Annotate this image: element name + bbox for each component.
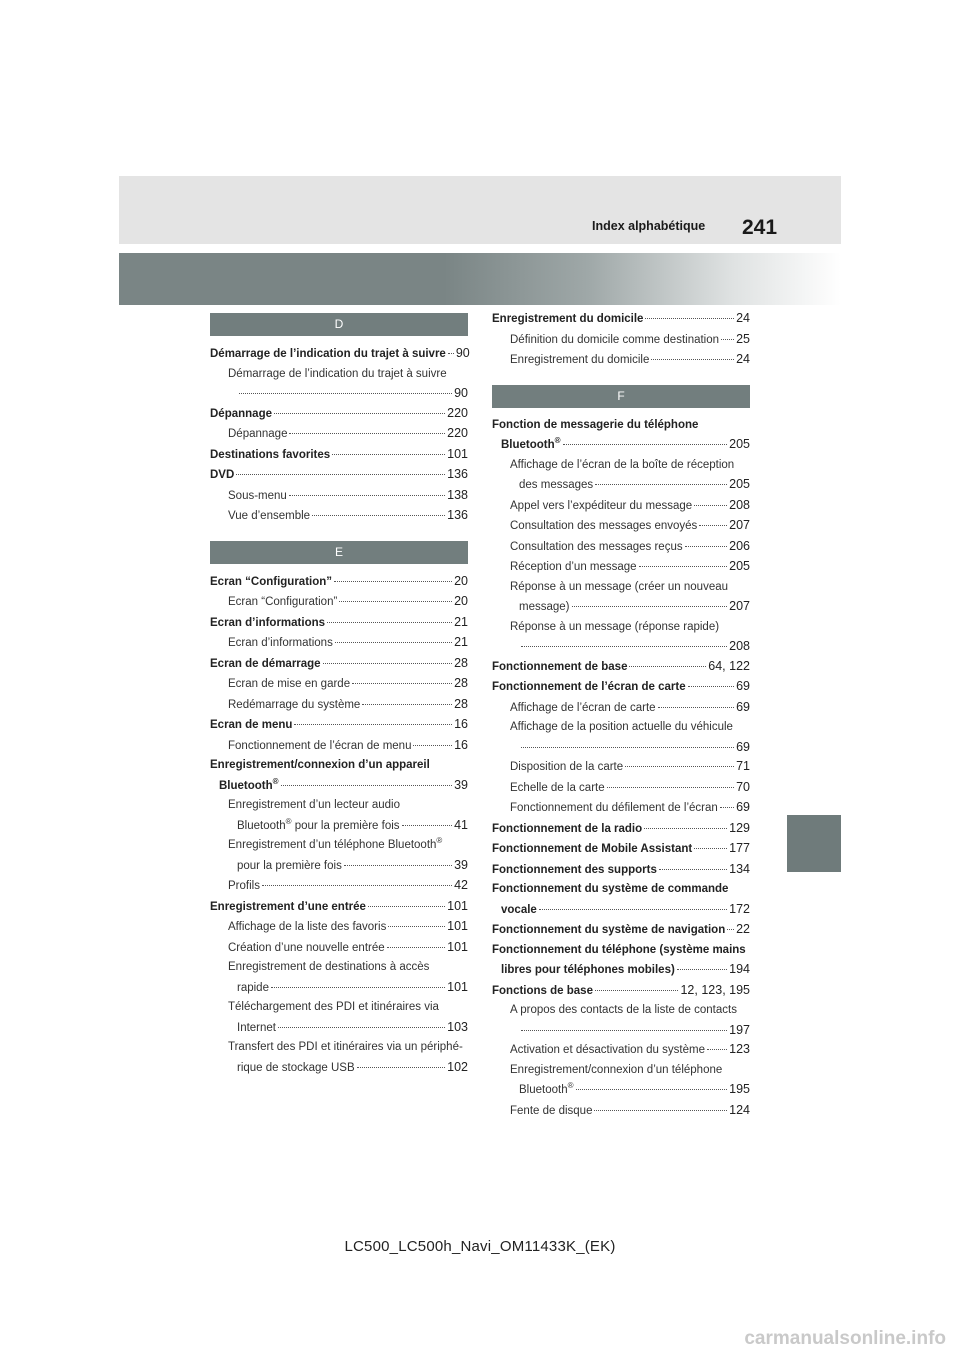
page-reference: 21 — [454, 635, 468, 649]
index-entry — [210, 674, 468, 695]
index-continuation — [210, 776, 468, 797]
leader-dots — [281, 785, 453, 786]
index-entry — [210, 633, 468, 654]
page-reference: 197 — [729, 1022, 750, 1037]
leader-dots — [629, 666, 706, 667]
leader-dots — [323, 663, 453, 664]
leader-dots — [278, 1027, 445, 1028]
index-continuation — [228, 816, 468, 837]
index-term: Fonctionnement de Mobile Assistant — [492, 843, 693, 855]
document-code: LC500_LC500h_Navi_OM11433K_(EK) — [344, 1238, 616, 1255]
leader-dots — [639, 566, 728, 567]
page-reference: 136 — [447, 508, 468, 522]
index-entry — [492, 718, 750, 757]
index-term: Enregistrement du domicile — [510, 354, 650, 366]
index-term: Enregistrement d’une entrée — [210, 900, 366, 913]
index-entry — [210, 876, 468, 897]
index-entry — [492, 1040, 750, 1061]
leader-dots — [312, 515, 445, 516]
page-reference: 208 — [729, 639, 750, 653]
leader-dots — [262, 885, 452, 886]
index-entry — [210, 404, 468, 425]
page-reference: 25 — [736, 331, 750, 346]
index-term: Fonctionnement du système de navigation — [492, 924, 726, 936]
page-reference: 207 — [729, 518, 750, 532]
index-continuation — [492, 435, 750, 456]
index-entry — [210, 613, 468, 634]
leader-dots — [607, 787, 734, 788]
index-entry — [492, 557, 750, 578]
leader-dots — [595, 990, 679, 991]
index-entry — [492, 416, 750, 456]
index-term-line: Démarrage de l’indication du trajet à suivre — [228, 367, 447, 380]
page-reference: 41 — [454, 817, 468, 832]
index-entry — [210, 897, 468, 918]
index-entry — [210, 796, 468, 836]
page-reference: 22 — [736, 922, 750, 936]
index-term: Démarrage de l’indication du trajet à suivre — [210, 348, 446, 360]
leader-dots — [289, 495, 445, 496]
index-entry — [210, 715, 468, 736]
page-number: 241 — [742, 216, 778, 239]
letter-header: F — [492, 385, 750, 408]
page-reference: 194 — [729, 962, 750, 976]
leader-dots — [563, 444, 728, 445]
leader-dots — [327, 622, 452, 623]
index-continuation — [492, 900, 750, 921]
page-reference: 20 — [454, 573, 468, 588]
index-term: Ecran d’informations — [228, 637, 333, 649]
page-reference: 103 — [447, 1019, 468, 1034]
index-continuation — [510, 475, 750, 496]
page-reference: 28 — [454, 696, 468, 711]
leader-dots — [239, 393, 452, 394]
leader-dots — [339, 601, 452, 602]
index-entry — [492, 981, 750, 1002]
page-reference: 205 — [729, 559, 750, 573]
index-term: libres pour téléphones mobiles) — [501, 964, 675, 976]
index-term: Création d’une nouvelle entrée — [228, 941, 385, 954]
page-reference: 28 — [454, 655, 468, 670]
index-continuation — [510, 597, 750, 618]
index-term-line: Enregistrement de destinations à accès — [228, 961, 430, 973]
index-entry — [492, 860, 750, 881]
index-term: Redémarrage du système — [228, 698, 361, 711]
page-reference: 208 — [729, 497, 750, 512]
index-entry — [492, 516, 750, 537]
leader-dots — [594, 1110, 727, 1111]
leader-dots — [644, 828, 727, 829]
index-term-line: Fonctionnement du système de commande — [492, 883, 729, 895]
page-reference: 24 — [736, 311, 750, 325]
page-reference: 123 — [729, 1042, 750, 1056]
index-term: Bluetooth® — [501, 436, 561, 451]
page-reference: 195 — [729, 1082, 750, 1096]
index-term: Fonctionnement de base — [492, 660, 628, 673]
leader-dots — [645, 318, 734, 319]
index-entry — [210, 365, 468, 404]
leader-dots — [335, 642, 452, 643]
index-entry — [492, 1001, 750, 1040]
index-term: Ecran d’informations — [210, 616, 326, 629]
leader-dots — [289, 433, 445, 434]
index-continuation — [228, 856, 468, 877]
leader-dots — [294, 724, 452, 725]
page-reference: 24 — [736, 352, 750, 366]
leader-dots — [688, 686, 734, 687]
index-term: Activation et désactivation du système — [510, 1044, 705, 1056]
page-reference: 101 — [447, 939, 468, 954]
index-entry — [492, 839, 750, 860]
index-continuation — [510, 738, 750, 758]
index-entry — [492, 677, 750, 698]
index-continuation — [228, 1058, 468, 1079]
page-reference: 39 — [454, 777, 468, 792]
index-entry — [492, 698, 750, 719]
leader-dots — [595, 484, 727, 485]
index-continuation — [510, 1021, 750, 1041]
index-column-left — [210, 313, 468, 1078]
letter-header: E — [210, 541, 468, 564]
page-reference: 90 — [455, 346, 470, 360]
index-term: Consultation des messages envoyés — [510, 520, 698, 532]
index-term: des messages — [519, 479, 594, 491]
leader-dots — [368, 906, 445, 907]
leader-dots — [699, 525, 727, 526]
page-reference: 205 — [729, 437, 750, 451]
page-reference: 70 — [736, 779, 750, 794]
leader-dots — [362, 704, 452, 705]
page-reference: 69 — [736, 800, 750, 814]
leader-dots — [521, 1030, 727, 1031]
index-term-line: Réponse à un message (réponse rapide) — [510, 620, 720, 633]
leader-dots — [271, 987, 445, 988]
index-term: Réception d’un message — [510, 561, 637, 573]
page-reference: 20 — [454, 594, 468, 608]
leader-dots — [651, 359, 734, 360]
page-reference: 177 — [729, 841, 750, 855]
page-reference: 172 — [729, 901, 750, 916]
index-continuation — [492, 960, 750, 981]
page-reference: 69 — [736, 699, 750, 714]
index-term: Fonctionnement du défilement de l’écran — [510, 802, 718, 814]
decorative-gradient-bar — [119, 253, 841, 305]
index-entry — [492, 350, 750, 371]
page-reference: 16 — [454, 737, 468, 752]
leader-dots — [658, 707, 735, 708]
index-entry — [210, 424, 468, 445]
index-continuation — [228, 1018, 468, 1039]
leader-dots — [694, 505, 727, 506]
index-term: Destinations favorites — [210, 448, 331, 461]
index-term: DVD — [210, 469, 235, 481]
index-term: Affichage de l’écran de carte — [510, 701, 656, 714]
index-entry — [210, 506, 468, 527]
index-term: Appel vers l’expéditeur du message — [510, 499, 693, 512]
index-term-line: Enregistrement/connexion d’un téléphone — [510, 1063, 723, 1076]
index-term-line: A propos des contacts de la liste de contacts — [510, 1004, 737, 1016]
page-reference: 205 — [729, 477, 750, 491]
leader-dots — [388, 926, 445, 927]
index-entry — [492, 330, 750, 351]
index-term-line: Fonctionnement du téléphone (système mains — [492, 943, 746, 956]
index-continuation — [228, 384, 468, 404]
leader-dots — [357, 1067, 446, 1068]
index-entry — [492, 1061, 750, 1101]
index-entry — [210, 344, 468, 365]
index-entry — [210, 465, 468, 486]
index-term-line: Enregistrement/connexion d’un appareil — [210, 759, 430, 771]
index-continuation — [510, 1080, 750, 1101]
index-term: Définition du domicile comme destination — [510, 333, 720, 346]
leader-dots — [344, 865, 452, 866]
index-term: Fonctionnement des supports — [492, 863, 657, 876]
index-entry — [210, 836, 468, 876]
page-reference: 101 — [447, 919, 468, 933]
index-term: Fonctions de base — [492, 984, 593, 997]
index-term: Bluetooth® — [219, 776, 279, 792]
leader-dots — [576, 1089, 728, 1090]
index-term: rique de stockage USB — [237, 1061, 355, 1074]
leader-dots — [413, 745, 452, 746]
page-reference: 64, 122 — [708, 658, 750, 673]
page-reference: 220 — [447, 426, 468, 440]
page-reference: 39 — [454, 857, 468, 872]
leader-dots — [572, 606, 728, 607]
index-term: Ecran de mise en garde — [228, 678, 351, 690]
page-reference: 134 — [729, 861, 750, 876]
page-reference: 12, 123, 195 — [680, 982, 750, 997]
index-term-line: Affichage de la position actuelle du véhicule — [510, 721, 733, 733]
index-term: Ecran “Configuration” — [228, 596, 338, 608]
page-reference: 220 — [447, 405, 468, 420]
page-reference: 16 — [454, 717, 468, 731]
index-entry — [210, 958, 468, 998]
index-term: Profils — [228, 880, 260, 892]
index-term: Bluetooth® — [519, 1081, 574, 1096]
index-term: Fente de disque — [510, 1104, 593, 1117]
header-band — [119, 176, 841, 244]
index-entry — [492, 496, 750, 517]
index-term: Consultation des messages reçus — [510, 540, 683, 553]
leader-dots — [707, 1049, 727, 1050]
leader-dots — [539, 909, 727, 910]
index-entry — [492, 456, 750, 496]
index-term: Disposition de la carte — [510, 761, 624, 773]
index-entry — [492, 757, 750, 778]
index-term: Ecran de démarrage — [210, 657, 321, 670]
index-term: Vue d’ensemble — [228, 510, 311, 522]
index-entry — [210, 486, 468, 507]
index-term: Dépannage — [210, 407, 272, 420]
index-entry — [492, 657, 750, 678]
leader-dots — [521, 646, 727, 647]
index-continuation — [228, 978, 468, 999]
index-term-line: Téléchargement des PDI et itinéraires via — [228, 1001, 439, 1013]
index-entry — [492, 920, 750, 941]
page-reference: 124 — [729, 1102, 750, 1117]
index-entry — [492, 798, 750, 819]
page-reference: 101 — [447, 898, 468, 913]
leader-dots — [625, 766, 734, 767]
index-term-line: Fonction de messagerie du téléphone — [492, 418, 699, 431]
page-reference: 28 — [454, 676, 468, 690]
index-term-line: Réponse à un message (créer un nouveau — [510, 580, 729, 593]
index-term: message) — [519, 601, 570, 613]
leader-dots — [720, 807, 734, 808]
index-entry — [210, 654, 468, 675]
index-term-line: Enregistrement d’un lecteur audio — [228, 799, 400, 811]
index-term: Sous-menu — [228, 489, 287, 502]
section-spacer — [210, 527, 468, 541]
page-reference: 101 — [447, 979, 468, 994]
leader-dots — [721, 339, 734, 340]
page-reference: 90 — [454, 386, 468, 400]
index-term: Dépannage — [228, 428, 288, 440]
leader-dots — [685, 546, 728, 547]
index-entry — [210, 938, 468, 959]
index-entry — [210, 572, 468, 593]
site-watermark: carmanualsonline.info — [744, 1328, 946, 1349]
index-term-line: Transfert des PDI et itinéraires via un périphé- — [228, 1041, 463, 1053]
leader-dots — [521, 747, 734, 748]
index-entry — [210, 1038, 468, 1078]
index-entry — [492, 1101, 750, 1122]
index-entry — [492, 778, 750, 799]
leader-dots — [274, 413, 445, 414]
leader-dots — [332, 454, 445, 455]
leader-dots — [352, 683, 452, 684]
page-reference: 206 — [729, 538, 750, 553]
index-entry — [492, 537, 750, 558]
chapter-side-tab — [787, 815, 841, 872]
leader-dots — [387, 947, 446, 948]
index-term: rapide — [237, 981, 269, 994]
leader-dots — [677, 969, 727, 970]
index-entry — [492, 819, 750, 840]
page-reference: 21 — [454, 614, 468, 629]
index-term: Ecran “Configuration” — [210, 575, 333, 588]
index-continuation — [510, 637, 750, 657]
index-entry — [210, 445, 468, 466]
index-entry — [210, 736, 468, 757]
index-term: pour la première fois — [237, 859, 342, 872]
index-term: Fonctionnement de la radio — [492, 822, 643, 835]
page-reference: 102 — [447, 1059, 468, 1074]
page-reference: 69 — [736, 739, 750, 754]
index-term: Bluetooth® pour la première fois — [237, 816, 400, 832]
leader-dots — [448, 353, 454, 354]
index-term: Affichage de la liste des favoris — [228, 921, 387, 933]
page-reference: 69 — [736, 679, 750, 693]
index-entry — [492, 941, 750, 981]
index-entry — [210, 998, 468, 1038]
index-term: Fonctionnement de l’écran de carte — [492, 681, 686, 693]
index-entry — [210, 695, 468, 716]
page-reference: 207 — [729, 599, 750, 613]
index-entry — [210, 917, 468, 938]
index-term: Fonctionnement de l’écran de menu — [228, 739, 412, 752]
page-reference: 42 — [454, 878, 468, 892]
index-entry — [492, 618, 750, 657]
leader-dots — [727, 929, 734, 930]
index-term-line: Enregistrement d’un téléphone Bluetooth® — [228, 836, 443, 851]
index-entry — [210, 756, 468, 796]
index-term: Echelle de la carte — [510, 781, 605, 794]
index-term: vocale — [501, 903, 537, 916]
page-reference: 138 — [447, 487, 468, 502]
index-term: Ecran de menu — [210, 719, 293, 731]
index-term-line: Affichage de l’écran de la boîte de réception — [510, 458, 735, 471]
index-column-right — [492, 309, 750, 1121]
section-title: Index alphabétique — [592, 219, 706, 233]
index-entry — [492, 880, 750, 920]
leader-dots — [659, 869, 727, 870]
leader-dots — [402, 825, 453, 826]
page-reference: 101 — [447, 446, 468, 461]
leader-dots — [334, 581, 452, 582]
index-entry — [492, 309, 750, 330]
index-term: Enregistrement du domicile — [492, 313, 644, 325]
index-entry — [210, 592, 468, 613]
index-term: Internet — [237, 1021, 276, 1034]
leader-dots — [694, 848, 727, 849]
leader-dots — [236, 474, 445, 475]
page-reference: 71 — [736, 759, 750, 773]
page-reference: 129 — [729, 820, 750, 835]
section-spacer — [492, 371, 750, 385]
page-reference: 136 — [447, 467, 468, 481]
index-entry — [492, 578, 750, 618]
letter-header: D — [210, 313, 468, 336]
